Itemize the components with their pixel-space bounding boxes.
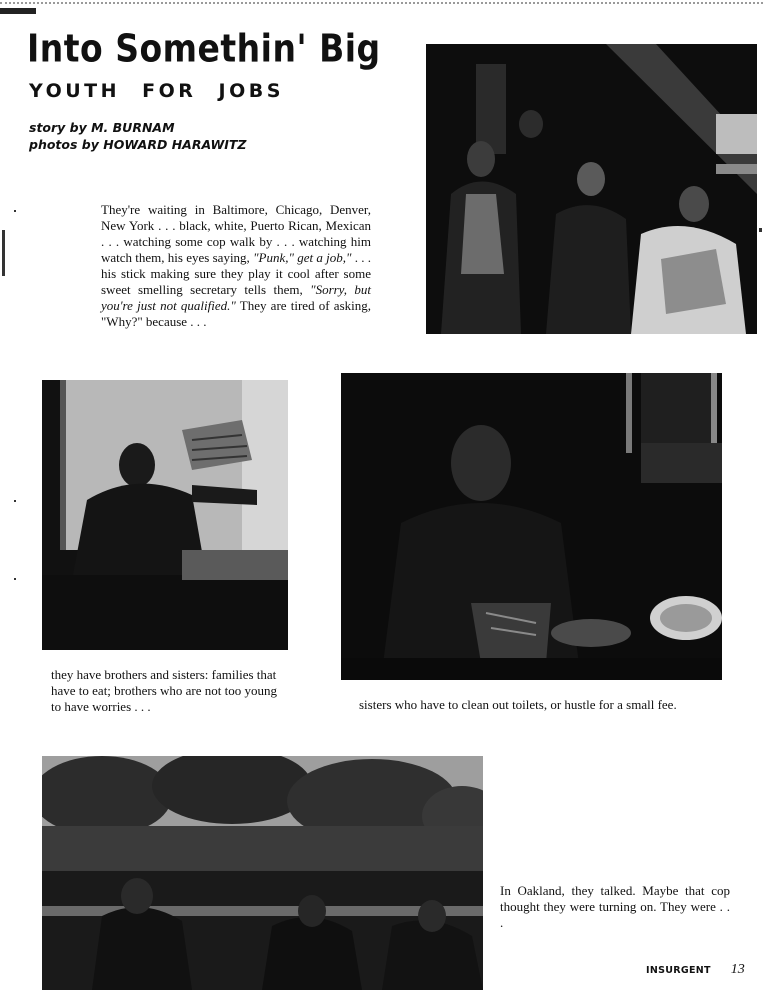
margin-mark	[14, 500, 16, 502]
photo-brother	[42, 380, 288, 650]
margin-mark	[759, 228, 762, 232]
photo-youths-group-image	[426, 44, 757, 334]
intro-quote-1: "Punk," get a job,"	[253, 250, 352, 265]
photo-sister-image	[341, 373, 722, 680]
article-subtitle: YOUTH FOR JOBS	[29, 80, 284, 102]
photo-sister	[341, 373, 722, 680]
intro-quote-2: "Sorry, but you're just not qualified."	[101, 282, 371, 313]
top-dotted-rule	[0, 2, 763, 4]
magazine-name: INSURGENT	[646, 965, 711, 976]
caption-brothers: they have brothers and sisters: families that have to eat; brothers who are not too young to have worries . . .	[51, 667, 277, 714]
intro-paragraph	[101, 202, 371, 330]
caption-sisters: sisters who have to clean out toilets, or hustle for a small fee.	[359, 697, 677, 712]
margin-mark	[14, 578, 16, 580]
photo-brother-image	[42, 380, 288, 650]
margin-mark	[2, 230, 5, 276]
top-rule-mark	[0, 8, 36, 14]
story-credit: story by M. BURNAM	[29, 120, 175, 135]
photo-oakland	[42, 756, 483, 990]
photo-credit: photos by HOWARD HARAWITZ	[29, 137, 247, 152]
intro-text-1: They're waiting in Baltimore, Chicago, Denver, New York . . . black, white, Puerto Rican, Mexican . . . watching some cop walk by . . . watching him watch them, his eyes saying,	[101, 202, 371, 265]
margin-mark	[14, 210, 16, 212]
article-title: Into Somethin' Big	[27, 26, 381, 71]
page-footer	[646, 960, 745, 978]
photo-youths-group	[426, 44, 757, 334]
photo-oakland-image	[42, 756, 483, 990]
intro-text-3: They are tired of asking, "Why?" because . . .	[101, 298, 371, 329]
page-number: 13	[730, 962, 745, 977]
article-credits	[29, 119, 246, 153]
caption-oakland: In Oakland, they talked. Maybe that cop thought they were turning on. They were . . .	[500, 883, 730, 930]
intro-text-2: . . . his stick making sure they play it cool after some sweet smelling secretary tells them,	[101, 250, 371, 297]
